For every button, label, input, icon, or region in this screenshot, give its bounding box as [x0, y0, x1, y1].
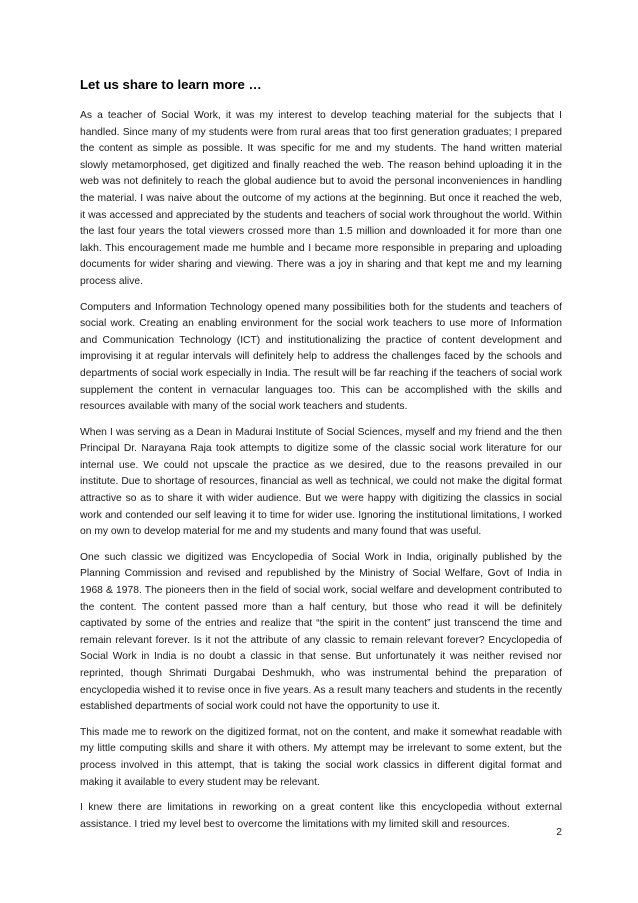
paragraph-ict: Computers and Information Technology opened many possibilities both for the students and teachers of social work. Creating an enabling environment for the social work teachers to use more of Information and Communication Technology (ICT) and institutionalizing the practice of content development and improvising it at regular intervals will definitely help to address the challenges faced by the schools and departments of social work especially in India. The result will be far reaching if the teachers of social work supplement the content in vernacular languages too. This can be accomplished with the skills and resources available with many of the social work teachers and students.: [80, 301, 562, 413]
paragraph-limitations: I knew there are limitations in reworking on a great content like this encyclopedia without external assistance. I tried my level best to overcome the limitations with my limited skill and resources.: [80, 802, 562, 830]
paragraph-rework: This made me to rework on the digitized format, not on the content, and make it somewhat readable with my little computing skills and share it with others. My attempt may be irrelevant to some extent, but the process involved in this attempt, that is taking the social work classics in different digital format and making it available to every student may be relevant.: [80, 726, 562, 788]
page-heading: Let us share to learn more …: [80, 77, 262, 92]
paragraph-madurai-institute: When I was serving as a Dean in Madurai Institute of Social Sciences, myself and my friend and the then Principal Dr. Narayana Raja took attempts to digitize some of the classic social work literature for our internal use. We could not upscale the practice as we desired, due to the reasons prevailed in our institute. Due to shortage of resources, financial as well as technical, we could not make the digital format attractive so as to share it with wider audience. But we were happy with digitizing the classics in social work and contended our self leaving it to time for wider use. Ignoring the institutional limitations, I worked on my own to develop material for me and my students and many found that was useful.: [80, 426, 562, 538]
document-page: [80, 76, 562, 842]
page-number: 2: [556, 827, 562, 838]
paragraph-encyclopedia: One such classic we digitized was Encyclopedia of Social Work in India, originally published by the Planning Commission and revised and republished by the Ministry of Social Welfare, Govt of India in 1968 & 1978. The pioneers then in the field of social work, social welfare and development contributed to the content. The content passed more than a half century, but those who read it will be definitely captivated by some of the entries and realize that “the spirit in the content” just transcend the time and remain relevant forever. Is it not the attribute of any classic to remain relevant forever? Encyclopedia of Social Work in India is no doubt a classic in that sense. But unfortunately it was neither revised nor reprinted, though Shrimati Durgabai Deshmukh, who was instrumental behind the preparation of encyclopedia wished it to revise once in five years. As a result many teachers and students in the recently established departments of social work could not have the opportunity to use it.: [80, 551, 562, 713]
paragraph-teaching-material: As a teacher of Social Work, it was my interest to develop teaching material for the subjects that I handled. Since many of my students were from rural areas that too first generation graduates; I prepared the content as simple as possible. It was specific for me and my students. The hand written material slowly metamorphosed, get digitized and finally reached the web. The reason behind uploading it in the web was not definitely to reach the global audience but to avoid the personal inconveniences in handling the material. I was naive about the outcome of my actions at the beginning. But once it reached the web, it was accessed and appreciated by the students and teachers of social work throughout the world. Within the last four years the total viewers crossed more than 1.5 million and downloaded it for more than one lakh. This encouragement made me humble and I became more responsible in preparing and uploading documents for wider sharing and viewing. There was a joy in sharing and that kept me and my learning process alive.: [80, 110, 562, 287]
